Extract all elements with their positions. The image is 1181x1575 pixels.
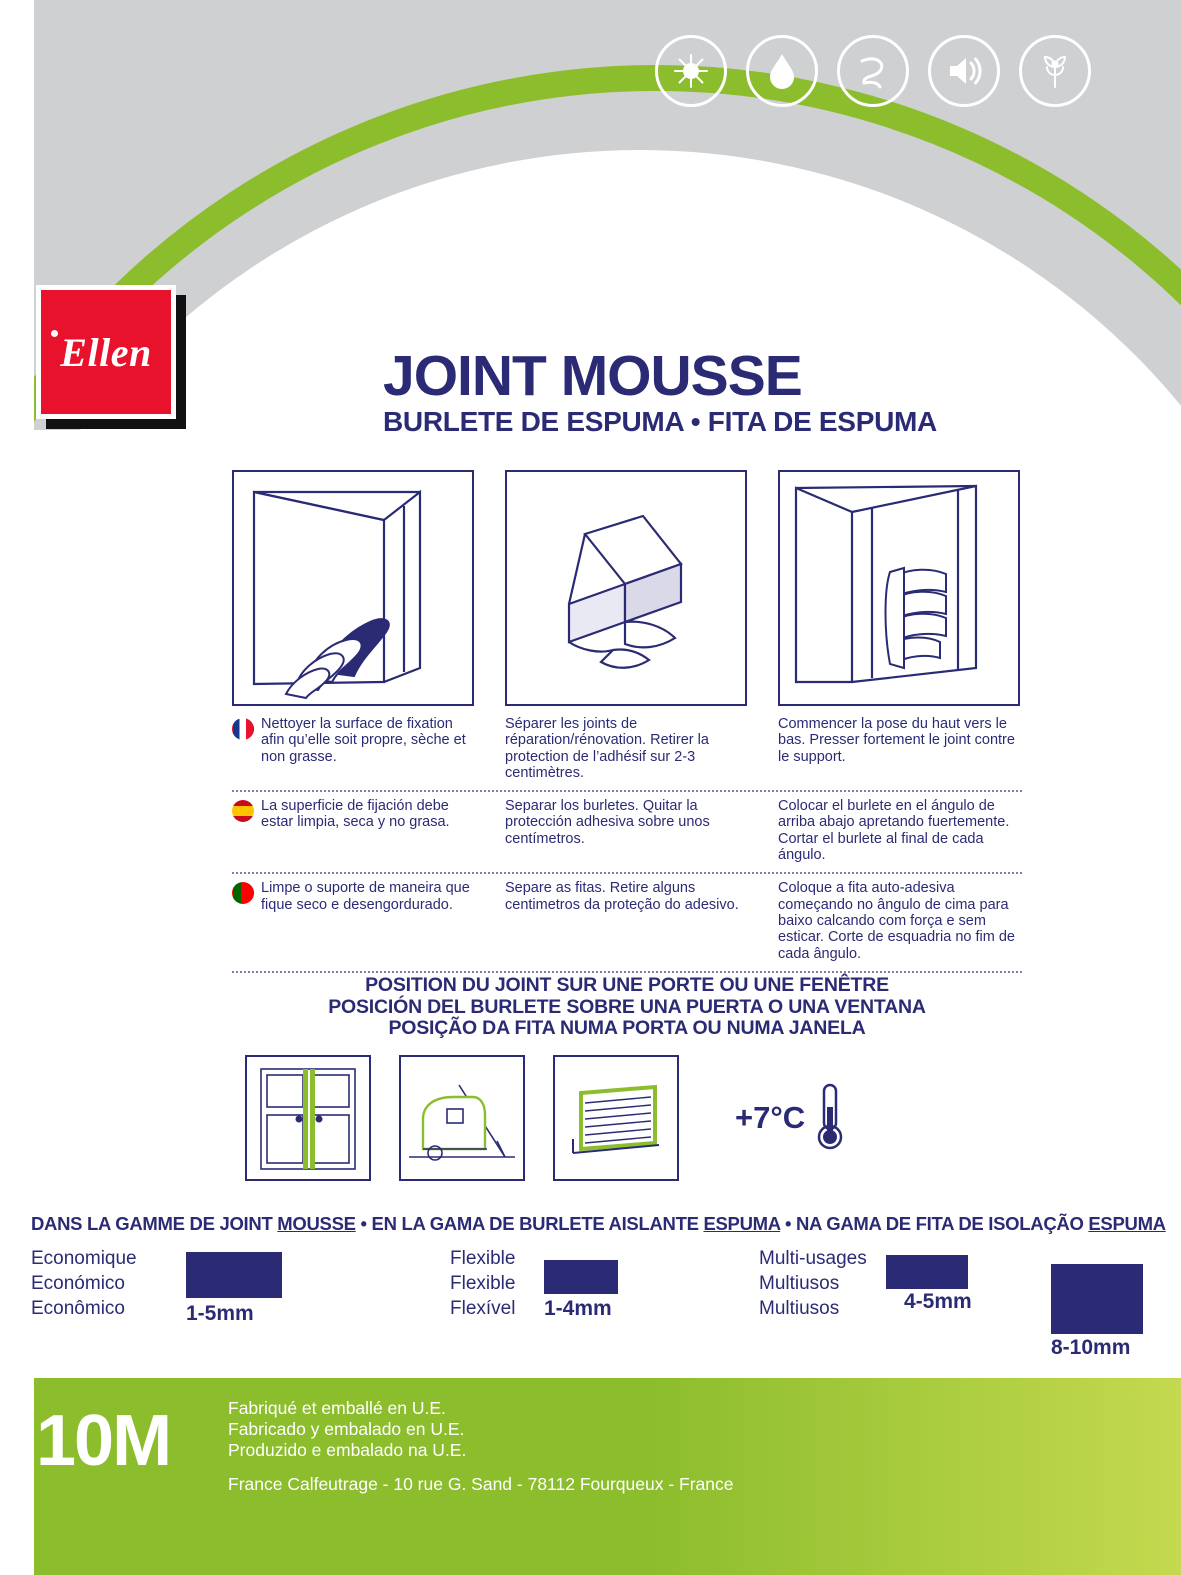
instruction-cell [778,716,1020,781]
company-address: France Calfeutrage - 10 rue G. Sand - 78112 Fourqueux - France [228,1474,734,1494]
range-size: 1-4mm [544,1297,612,1320]
instruction-text: La superficie de fijación debe estar limpia, seca y no grasa. [261,798,450,831]
page-title: JOINT MOUSSE [383,344,802,408]
title-block [383,344,937,437]
range-size: 8-10mm [1051,1336,1131,1359]
range-items [31,1240,1181,1370]
table-row [232,792,1022,874]
table-row [232,874,1022,972]
range-heading-es-underlined: ESPUMA [703,1213,781,1234]
instruction-cell [778,798,1020,863]
range-heading-pt: • NA GAMA DE FITA DE ISOLAÇÃO [780,1213,1089,1234]
instruction-text: Séparer les joints de réparation/rénovation. Retirer la protection de l’adhésif sur 2-3 centimètres. [505,716,709,781]
position-caravan-image [399,1055,525,1181]
footer-left-margin [0,1378,34,1575]
range-name: Multiusos [759,1273,840,1294]
range-item-economique [31,1246,137,1321]
position-door-image [245,1055,371,1181]
range-name: Economique [31,1248,137,1269]
range-swatch-multi-usages [886,1255,968,1289]
manufacturing-info [228,1398,466,1461]
step-2-image [505,470,747,706]
position-window-image [553,1055,679,1181]
made-es: Fabricado y embalado en U.E. [228,1419,465,1439]
position-heading-fr: POSITION DU JOINT SUR UNE PORTE OU UNE FENÊTRE [365,974,889,996]
sound-insulation-icon [928,35,1000,107]
range-name: Flexible [450,1248,516,1269]
range-heading-fr-underlined: MOUSSE [277,1213,356,1234]
position-heading-es: POSICIÓN DEL BURLETE SOBRE UNA PUERTA O UNA VENTANA [328,995,926,1018]
instruction-cell [232,716,474,781]
instruction-cell [232,880,474,961]
position-illustrations [245,1055,1035,1181]
logo-plate [36,285,176,419]
logo-dot [51,330,58,337]
range-name: Multiusos [759,1298,840,1319]
temperature-value: +7°C [735,1100,806,1135]
range-item-multi-usages [759,1246,867,1321]
temperature-note [735,1081,847,1155]
page-subtitle: BURLETE DE ESPUMA • FITA DE ESPUMA [383,406,937,437]
made-fr: Fabriqué et emballé en U.E. [228,1398,446,1418]
position-heading-pt: POSIÇÃO DA FITA NUMA PORTA OU NUMA JANELA [388,1017,866,1039]
instruction-cell [505,880,747,961]
logo-text: Ellen [60,329,152,375]
instruction-text: Coloque a fita auto-adesiva começando no ângulo de cima para baixo calcando com força e sem esticar. Corte de esquadria no fim de cada ângulo. [778,880,1015,962]
instruction-cell [505,716,747,781]
range-name: Econômico [31,1298,125,1319]
range-heading [31,1213,1181,1235]
cold-protection-icon [655,35,727,107]
range-swatch-flexible [544,1260,618,1294]
range-size: 1-5mm [186,1302,254,1325]
instruction-cell [232,798,474,863]
range-swatch-large [1051,1264,1143,1334]
brand-logo [36,285,176,419]
instruction-text: Commencer la pose du haut vers le bas. Presser fortement le joint contre le support. [778,716,1015,765]
flag-pt-icon [232,882,254,904]
range-heading-fr: DANS LA GAMME DE JOINT [31,1213,278,1234]
made-pt: Produzido e embalado na U.E. [228,1440,467,1460]
range-heading-pt-underlined: ESPUMA [1088,1213,1166,1234]
table-row [232,710,1022,792]
instruction-text: Separe as fitas. Retire alguns centimetros da proteção do adesivo. [505,880,739,913]
range-swatch-economique [186,1252,282,1298]
instruction-text: Limpe o suporte de maneira que fique seco e desengordurado. [261,880,470,913]
wind-protection-icon [837,35,909,107]
step-illustrations [232,470,1022,706]
instruction-text: Nettoyer la surface de fixation afin qu’elle soit propre, sèche et non grasse. [261,716,466,765]
range-item-flexible [450,1246,515,1321]
step-1-image [232,470,474,706]
range-name: Flexível [450,1298,516,1319]
range-name: Económico [31,1273,125,1294]
instructions-table [232,710,1022,973]
range-size: 4-5mm [904,1290,972,1313]
water-drop-icon [746,35,818,107]
instruction-text: Separar los burletes. Quitar la protección adhesiva sobre unos centímetros. [505,798,710,847]
flag-es-icon [232,800,254,822]
range-name: Multi-usages [759,1248,867,1269]
instruction-text: Colocar el burlete en el ángulo de arriba abajo apretando fuertemente. Cortar el burlete al final de cada ángulo. [778,798,1010,864]
range-heading-es: • EN LA GAMA DE BURLETE AISLANTE [355,1213,704,1234]
thermometer-icon [813,1081,847,1155]
position-headings [232,975,1022,1040]
range-name: Flexible [450,1273,516,1294]
step-3-image [778,470,1020,706]
instruction-cell [778,880,1020,961]
flag-fr-icon [232,718,254,740]
dust-pollen-icon [1019,35,1091,107]
feature-icon-row [655,35,1091,107]
white-left-margin [0,0,34,1575]
instruction-cell [505,798,747,863]
length-label: 10M [36,1401,171,1481]
